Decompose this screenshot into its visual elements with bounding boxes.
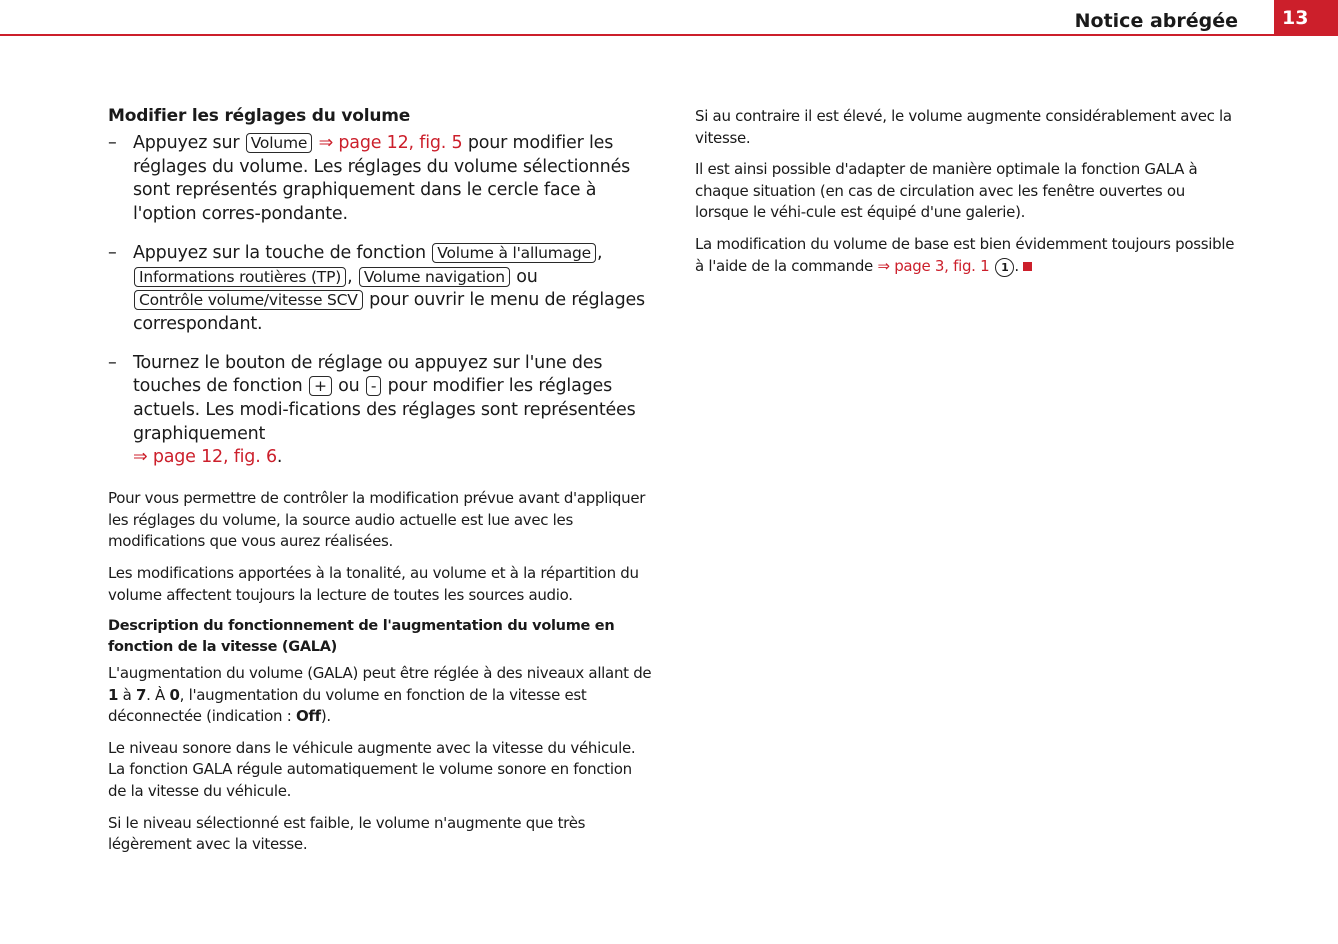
dash-bullet: – [108, 242, 117, 263]
scv-key: Contrôle volume/vitesse SCV [134, 290, 363, 310]
paragraph: Le niveau sonore dans le véhicule augmente avec la vitesse du véhicule. La fonction GALA régule automatiquement le volume sonore en fonction de la vitesse du véhicule. [108, 738, 636, 801]
subheading: Description du fonctionnement de l'augmentation du volume en fonction de la vitesse (GALA) [108, 618, 615, 655]
list-item: – Appuyez sur Volume ⇒ page 12, fig. 5 pour modifier les réglages du volume. Les réglages du volume sélectionnés sont représentés graphiquement dans le cercle face à l'option corres-pondante. [108, 133, 631, 225]
section-title: Notice abrégée [1074, 10, 1238, 32]
paragraph: Si le niveau sélectionné est faible, le volume n'augmente que très légèrement avec la vitesse. [108, 813, 586, 854]
paragraph: L'augmentation du volume (GALA) peut être réglée à des niveaux allant de 1 à 7. À 0, l'augmentation du volume en fonction de la vitesse est déconnectée (indication : Off). [108, 664, 652, 726]
page-number-badge: 13 [1274, 0, 1338, 36]
cross-reference-link[interactable]: ⇒ page 12, fig. 6 [133, 447, 277, 468]
volume-key: Volume [246, 133, 312, 153]
instruction-list [108, 132, 653, 470]
paragraph: La modification du volume de base est bien évidemment toujours possible à l'aide de la commande ⇒ page 3, fig. 1 1 . [695, 234, 1235, 275]
minus-key: - [366, 376, 381, 396]
list-item: – Tournez le bouton de réglage ou appuyez sur l'une des touches de fonction + ou - pour modifier les réglages actuels. Les modi-fications des réglages sont représentées graphiquement ⇒ page 12, fig. 6. [108, 352, 636, 468]
paragraph: Si au contraire il est élevé, le volume augmente considérablement avec la vitesse. [695, 107, 1232, 147]
section-heading: Modifier les réglages du volume [108, 106, 411, 126]
paragraph: Il est ainsi possible d'adapter de manière optimale la fonction GALA à chaque situation (en cas de circulation avec les fenêtre ouvertes ou lorsque le véhi-cule est équipé d'une galerie). [695, 160, 1198, 222]
callout-number-icon: 1 [995, 258, 1014, 277]
volume-startup-key: Volume à l'allumage [432, 243, 596, 263]
volume-navigation-key: Volume navigation [359, 267, 510, 287]
paragraph: Les modifications apportées à la tonalité, au volume et à la répartition du volume affectent toujours la lecture de toutes les sources audio. [108, 563, 639, 604]
plus-key: + [309, 376, 332, 396]
dash-bullet: – [108, 133, 117, 153]
list-item: – Appuyez sur la touche de fonction Volume à l'allumage , Informations routières (TP) , Volume navigation ou Contrôle volume/vitesse SCV pour ouvrir le menu de réglages correspondant. [108, 242, 645, 334]
right-column [695, 106, 1240, 287]
dash-bullet: – [108, 352, 117, 373]
paragraph: Pour vous permettre de contrôler la modification prévue avant d'appliquer les réglages du volume, la source audio actuelle est lue avec les modifications que vous aurez réalisées. [108, 489, 646, 551]
section-end-marker-icon [1023, 262, 1032, 271]
header-rule [0, 34, 1338, 36]
traffic-info-key: Informations routières (TP) [134, 267, 346, 287]
cross-reference-link[interactable]: ⇒ page 3, fig. 1 [877, 256, 990, 275]
left-column [108, 106, 653, 866]
cross-reference-link[interactable]: ⇒ page 12, fig. 5 [318, 133, 463, 153]
